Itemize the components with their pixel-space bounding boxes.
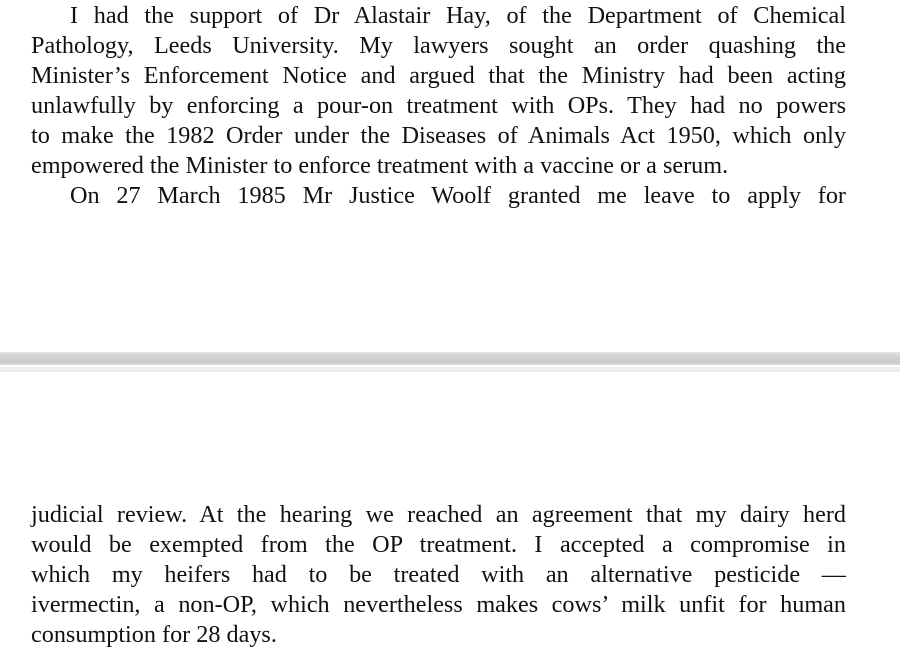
text-line: would be exempted from the OP treatment. I accepted a compromise in <box>31 531 846 558</box>
text-line: Pathology, Leeds University. My lawyers sought an order quashing the <box>31 32 846 59</box>
text-line: consumption for 28 days. <box>31 621 277 648</box>
page-bottom <box>0 372 900 647</box>
text-line: empowered the Minister to enforce treatment with a vaccine or a serum. <box>31 152 729 179</box>
text-line: unlawfully by enforcing a pour-on treatment with OPs. They had no powers <box>31 92 846 119</box>
text-line: Minister’s Enforcement Notice and argued that the Ministry had been acting <box>31 62 846 89</box>
page-separator <box>0 352 900 372</box>
text-line: ivermectin, a non-OP, which nevertheless makes cows’ milk unfit for human <box>31 591 846 618</box>
text-line: On 27 March 1985 Mr Justice Woolf granted me leave to apply for <box>70 182 846 209</box>
paragraph-block-bottom <box>31 500 846 650</box>
text-line: which my heifers had to be treated with an alternative pesticide — <box>31 561 846 588</box>
text-line: I had the support of Dr Alastair Hay, of the Department of Chemical <box>70 2 846 29</box>
text-line: judicial review. At the hearing we reached an agreement that my dairy herd <box>31 501 846 528</box>
paragraph-block-top <box>31 1 846 211</box>
text-line: to make the 1982 Order under the Diseases of Animals Act 1950, which only <box>31 122 846 149</box>
